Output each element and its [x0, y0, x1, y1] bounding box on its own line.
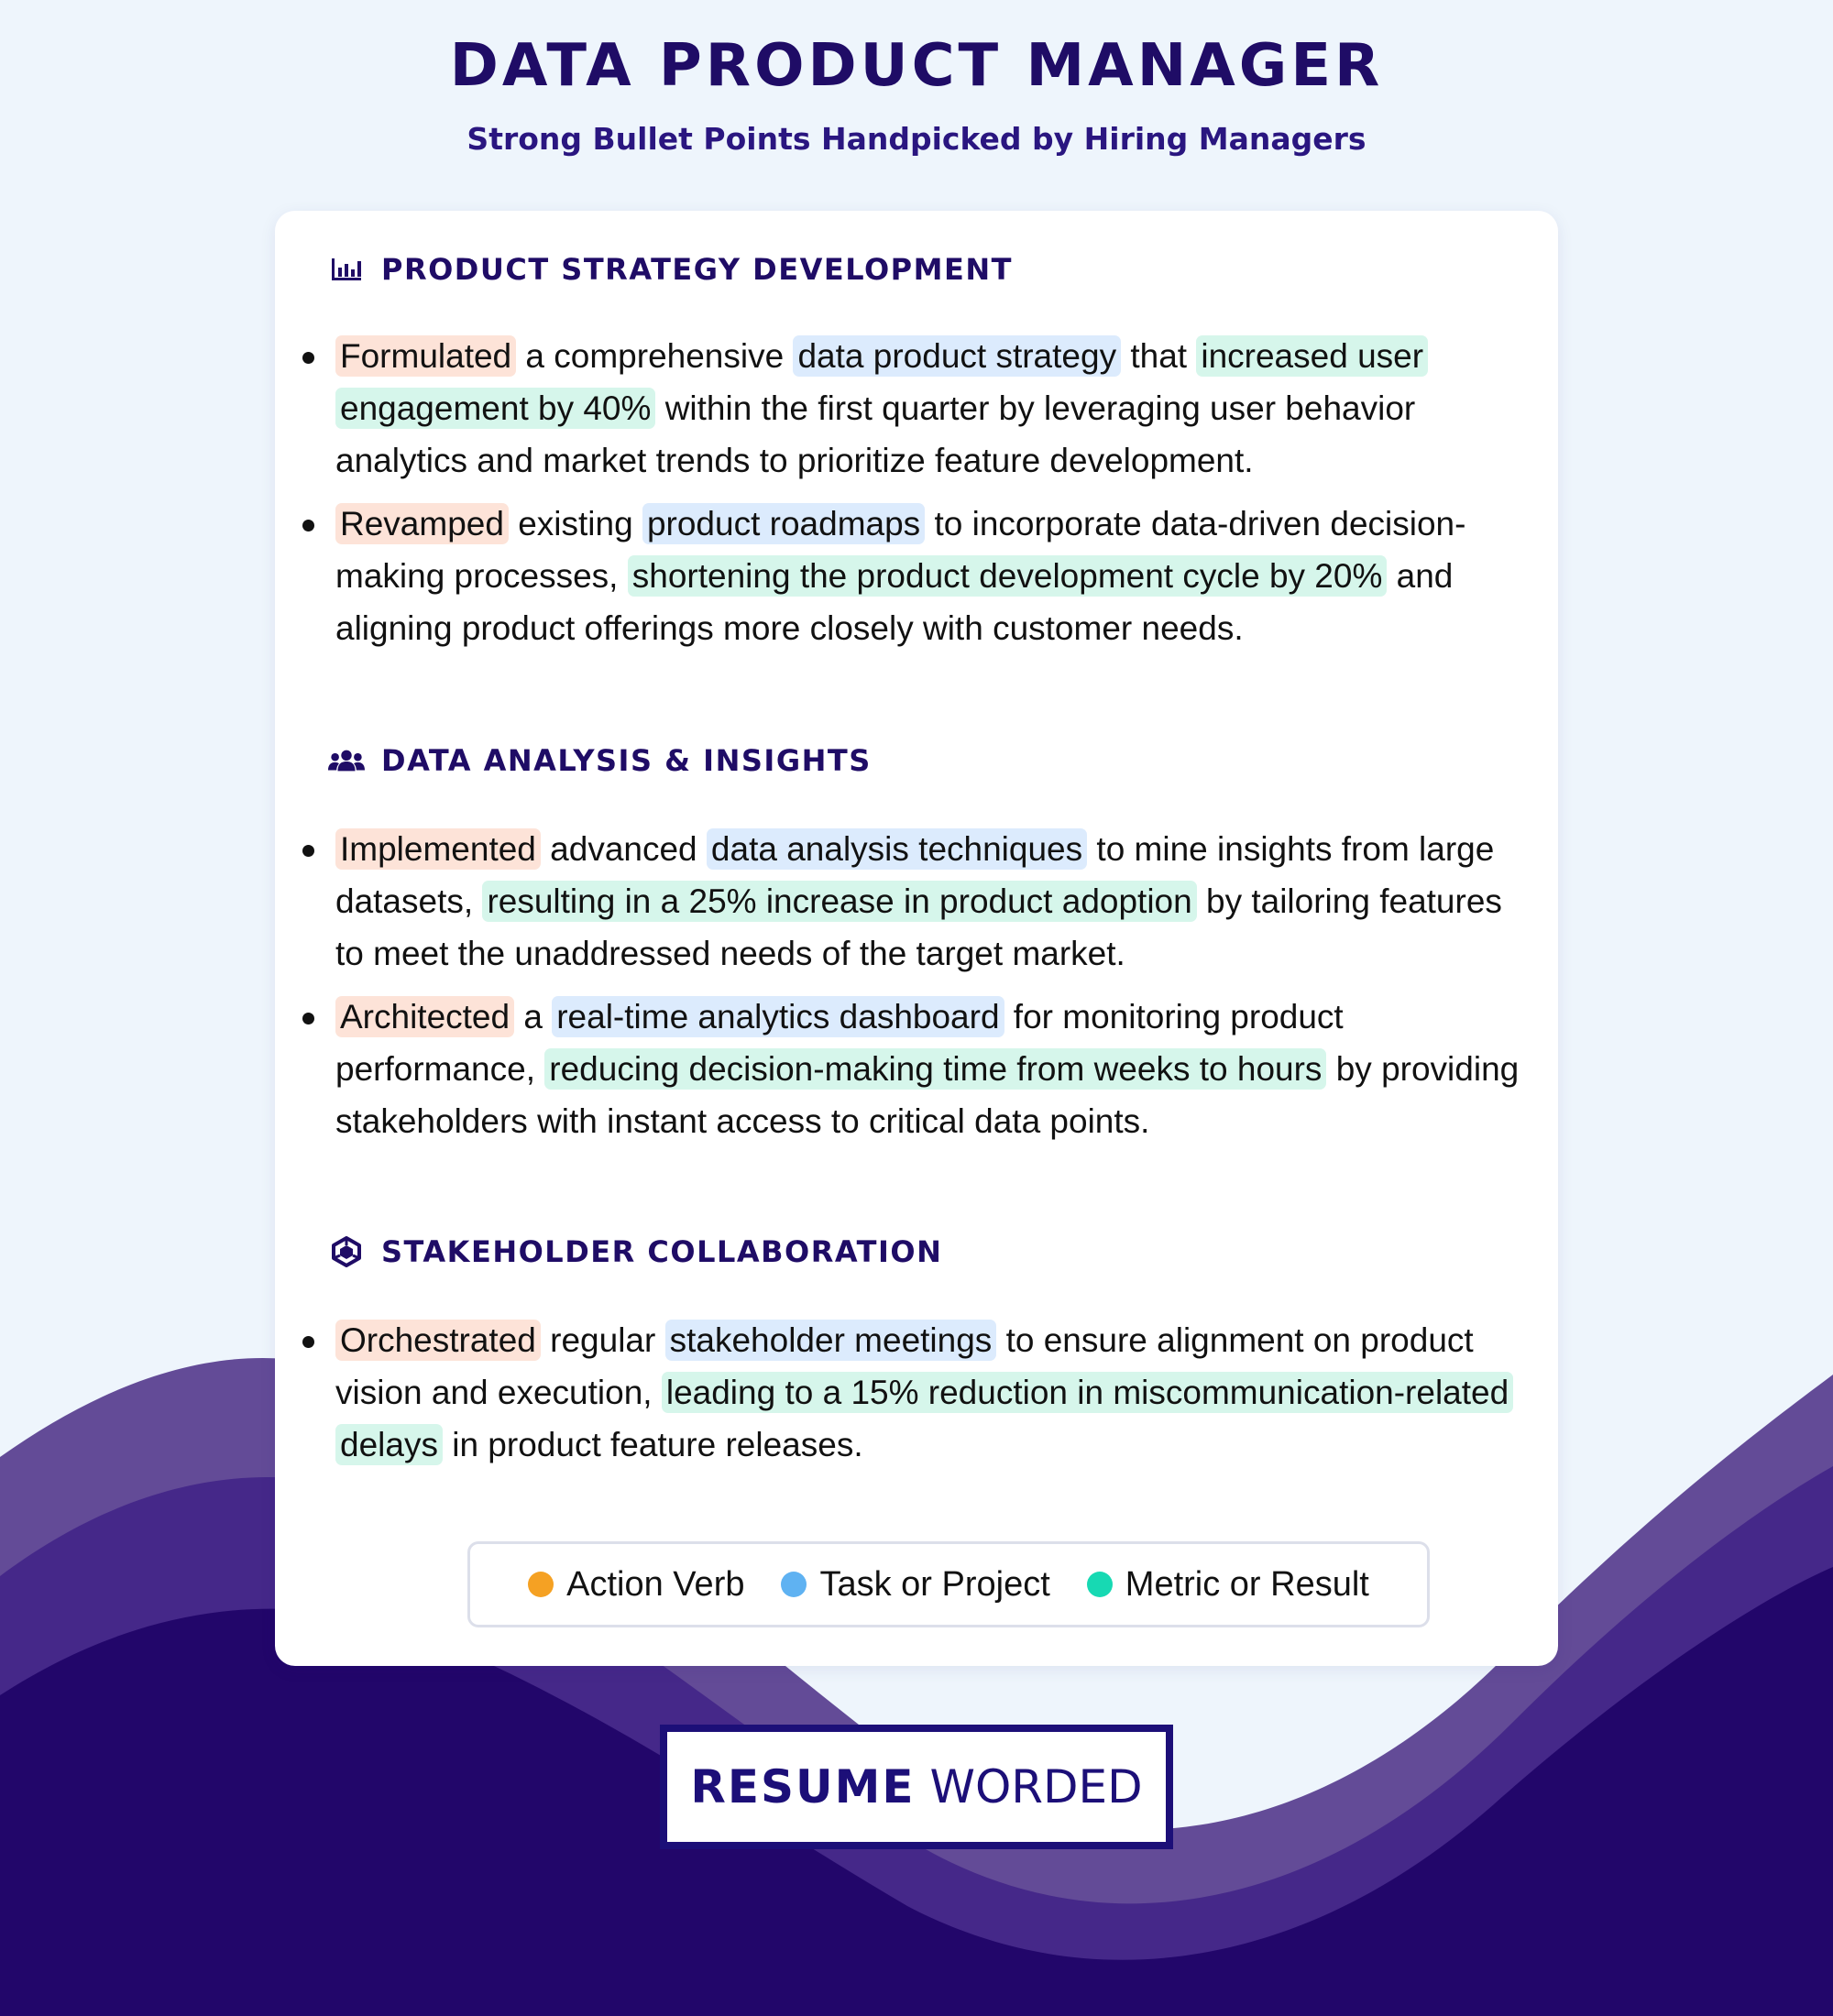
logo-text-light: WORDED	[929, 1760, 1143, 1813]
section-title: STAKEHOLDER COLLABORATION	[381, 1234, 943, 1269]
section-header	[328, 740, 872, 781]
bullet-text: within the first quarter by leveraging user behavior analytics and market trends to prioritize feature development.	[335, 389, 1416, 479]
action-verb-highlight: Implemented	[335, 828, 541, 870]
bullet-item	[302, 330, 1540, 487]
action-verb-highlight: Orchestrated	[335, 1320, 541, 1361]
action-verb-highlight: Revamped	[335, 503, 509, 544]
bullet-text: advanced	[540, 830, 707, 868]
bullet-text: to incorporate data-driven decision-making processes,	[335, 505, 1466, 595]
bullet-dot	[302, 1013, 314, 1024]
bullet-text: by providing stakeholders with instant access to critical data points.	[335, 1050, 1520, 1140]
bullet-list	[302, 1314, 1540, 1482]
bullet-item	[302, 823, 1540, 980]
section-title: PRODUCT STRATEGY DEVELOPMENT	[381, 252, 1013, 287]
bar-chart-icon	[328, 251, 365, 288]
bullet-text: to ensure alignment on product vision and execution,	[335, 1321, 1474, 1411]
task-highlight: data analysis techniques	[707, 828, 1087, 870]
legend-item-task-or-project	[781, 1565, 1049, 1605]
bullet-points-card	[275, 211, 1558, 1666]
metric-highlight: reducing decision-making time from weeks to hours	[544, 1048, 1326, 1090]
bullet-dot	[302, 352, 314, 364]
bullet-list	[302, 823, 1540, 1158]
bullet-text: by tailoring features to meet the unaddressed needs of the target market.	[335, 882, 1502, 972]
action-verb-highlight: Formulated	[335, 335, 516, 377]
bullet-text: a	[514, 998, 553, 1035]
highlight-legend	[467, 1541, 1430, 1627]
bullet-text: and aligning product offerings more closely with customer needs.	[335, 557, 1454, 647]
teal-dot-icon	[1087, 1572, 1113, 1597]
bullet-dot	[302, 1336, 314, 1348]
metric-highlight: resulting in a 25% increase in product adoption	[482, 881, 1196, 922]
bullet-text: for monitoring product performance,	[335, 998, 1344, 1088]
bullet-text: existing	[508, 505, 642, 542]
orange-dot-icon	[528, 1572, 554, 1597]
bullet-text: to mine insights from large datasets,	[335, 830, 1495, 920]
bullet-text: in product feature releases.	[442, 1426, 863, 1463]
legend-label: Metric or Result	[1125, 1564, 1369, 1604]
page-subtitle: Strong Bullet Points Handpicked by Hiring Managers	[466, 121, 1367, 157]
bullet-dot	[302, 520, 314, 531]
legend-label: Action Verb	[566, 1564, 745, 1604]
section-header	[328, 249, 1013, 290]
task-highlight: real-time analytics dashboard	[552, 996, 1004, 1037]
metric-highlight: shortening the product development cycle by 20%	[628, 555, 1388, 597]
cube-network-icon	[328, 1233, 365, 1270]
section-title: DATA ANALYSIS & INSIGHTS	[381, 743, 872, 778]
users-icon	[328, 742, 365, 779]
metric-highlight: increased user engagement by 40%	[335, 335, 1428, 429]
action-verb-highlight: Architected	[335, 996, 514, 1037]
bullet-text: that	[1121, 337, 1197, 375]
logo-text-bold: RESUME	[690, 1760, 916, 1813]
bullet-item	[302, 498, 1540, 654]
bullet-text: regular	[540, 1321, 665, 1359]
resume-worded-logo	[660, 1725, 1173, 1849]
section-header	[328, 1232, 942, 1272]
page-title: DATA PRODUCT MANAGER	[449, 32, 1384, 100]
task-highlight: data product strategy	[793, 335, 1121, 377]
task-highlight: product roadmaps	[642, 503, 925, 544]
legend-item-metric-or-result	[1087, 1565, 1369, 1605]
bullet-dot	[302, 845, 314, 857]
blue-dot-icon	[781, 1572, 807, 1597]
page-header	[0, 27, 1833, 158]
bullet-text: a comprehensive	[516, 337, 794, 375]
bullet-item	[302, 991, 1540, 1147]
bullet-list	[302, 330, 1540, 665]
bullet-item	[302, 1314, 1540, 1471]
legend-item-action-verb	[528, 1565, 744, 1605]
legend-label: Task or Project	[819, 1564, 1050, 1604]
task-highlight: stakeholder meetings	[665, 1320, 997, 1361]
metric-highlight: leading to a 15% reduction in miscommunication-related delays	[335, 1372, 1513, 1465]
